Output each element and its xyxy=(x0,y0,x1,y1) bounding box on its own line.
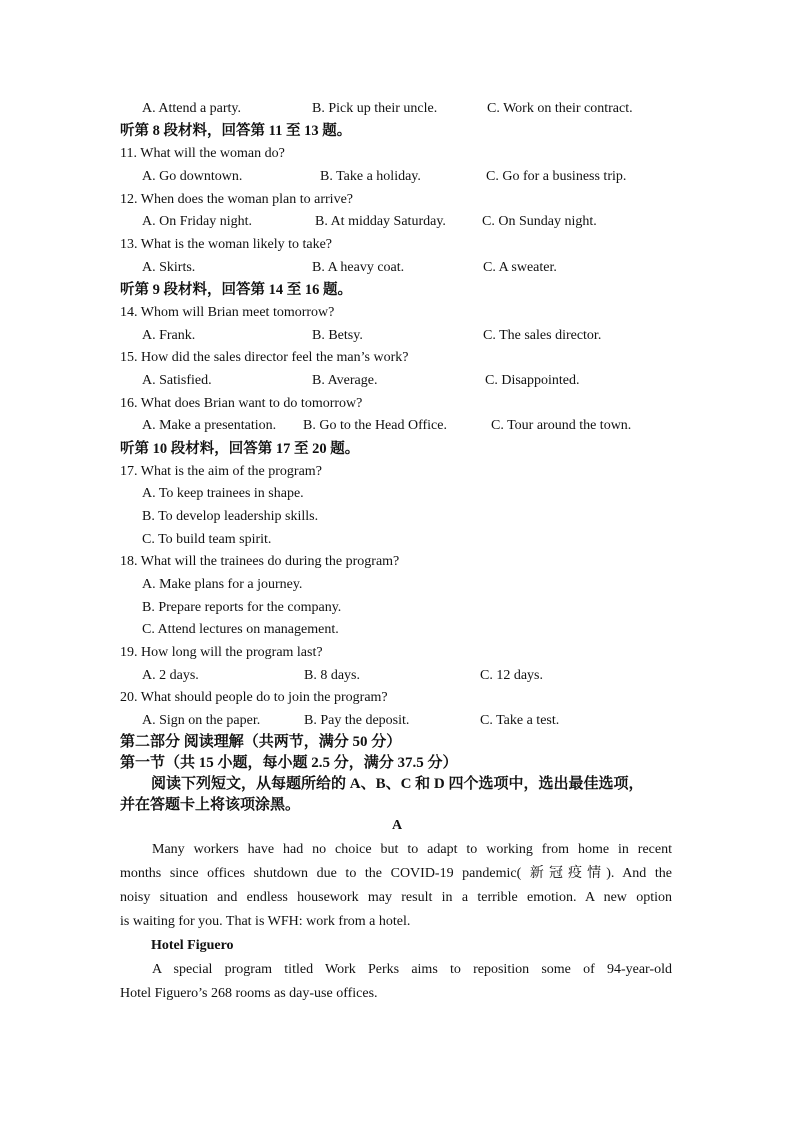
passage-p2-line-1: A special program titled Work Perks aims to reposition some of 94-year-old xyxy=(152,962,672,977)
q12-option-c: C. On Sunday night. xyxy=(482,214,597,229)
q20-option-b: B. Pay the deposit. xyxy=(304,713,410,728)
q13-option-c: C. A sweater. xyxy=(483,260,557,275)
q16-option-c: C. Tour around the town. xyxy=(491,418,632,433)
passage-label: A xyxy=(391,818,403,833)
section-9-heading: 听第 9 段材料，回答第 14 至 16 题。 xyxy=(120,282,352,298)
q16-option-b: B. Go to the Head Office. xyxy=(303,418,447,433)
q19-option-a: A. 2 days. xyxy=(142,668,199,683)
q20-option-c: C. Take a test. xyxy=(480,713,560,728)
q15-option-a: A. Satisfied. xyxy=(142,373,212,388)
q12-option-b: B. At midday Saturday. xyxy=(315,214,446,229)
q12-stem: 12. When does the woman plan to arrive? xyxy=(120,192,354,207)
q19-option-b: B. 8 days. xyxy=(304,668,360,683)
q15-option-b: B. Average. xyxy=(312,373,378,388)
instruction-line-1: 阅读下列短文，从每题所给的 A、B、C 和 D 四个选项中，选出最佳选项， xyxy=(151,776,644,792)
q19-stem: 19. How long will the program last? xyxy=(120,645,323,660)
q15-stem: 15. How did the sales director feel the man’s work? xyxy=(120,350,409,365)
q20-stem: 20. What should people do to join the program? xyxy=(120,690,388,705)
q11-stem: 11. What will the woman do? xyxy=(120,146,285,161)
q14-option-c: C. The sales director. xyxy=(483,328,602,343)
q10-option-b: B. Pick up their uncle. xyxy=(312,101,438,116)
passage-p1-line-1: Many workers have had no choice but to adapt to working from home in recent xyxy=(152,842,672,857)
q15-option-c: C. Disappointed. xyxy=(485,373,580,388)
q14-option-a: A. Frank. xyxy=(142,328,196,343)
q17-option-b: B. To develop leadership skills. xyxy=(142,509,319,524)
q16-option-a: A. Make a presentation. xyxy=(142,418,277,433)
q16-stem: 16. What does Brian want to do tomorrow? xyxy=(120,396,363,411)
q17-option-a: A. To keep trainees in shape. xyxy=(142,486,304,501)
q18-stem: 18. What will the trainees do during the program? xyxy=(120,554,400,569)
passage-p1-line-3: noisy situation and endless housework may result in a terrible emotion. A new option xyxy=(120,890,672,905)
q20-option-a: A. Sign on the paper. xyxy=(142,713,261,728)
instruction-line-2: 并在答题卡上将该项涂黑。 xyxy=(120,797,301,813)
q18-option-a: A. Make plans for a journey. xyxy=(142,577,303,592)
q10-option-a: A. Attend a party. xyxy=(142,101,242,116)
q18-option-c: C. Attend lectures on management. xyxy=(142,622,339,637)
section-10-heading: 听第 10 段材料，回答第 17 至 20 题。 xyxy=(120,441,360,457)
passage-p2-line-2: Hotel Figuero’s 268 rooms as day-use offices. xyxy=(120,986,378,1001)
q13-option-b: B. A heavy coat. xyxy=(312,260,405,275)
q19-option-c: C. 12 days. xyxy=(480,668,543,683)
q11-option-c: C. Go for a business trip. xyxy=(486,169,627,184)
section1-title: 第一节（共 15 小题，每小题 2.5 分，满分 37.5 分） xyxy=(120,755,458,771)
section-8-heading: 听第 8 段材料，回答第 11 至 13 题。 xyxy=(120,123,352,139)
q18-option-b: B. Prepare reports for the company. xyxy=(142,600,342,615)
q17-stem: 17. What is the aim of the program? xyxy=(120,464,322,479)
q11-option-b: B. Take a holiday. xyxy=(320,169,421,184)
q13-option-a: A. Skirts. xyxy=(142,260,196,275)
q13-stem: 13. What is the woman likely to take? xyxy=(120,237,333,252)
q14-option-b: B. Betsy. xyxy=(312,328,363,343)
q12-option-a: A. On Friday night. xyxy=(142,214,253,229)
part2-title: 第二部分 阅读理解（共两节，满分 50 分） xyxy=(120,734,402,750)
hotel-heading: Hotel Figuero xyxy=(151,938,234,953)
passage-p1-line-2: months since offices shutdown due to the COVID-19 pandemic( 新冠疫情). And the xyxy=(120,866,672,881)
q11-option-a: A. Go downtown. xyxy=(142,169,243,184)
q10-option-c: C. Work on their contract. xyxy=(487,101,633,116)
q14-stem: 14. Whom will Brian meet tomorrow? xyxy=(120,305,335,320)
q17-option-c: C. To build team spirit. xyxy=(142,532,272,547)
passage-p1-line-4: is waiting for you. That is WFH: work from a hotel. xyxy=(120,914,411,929)
